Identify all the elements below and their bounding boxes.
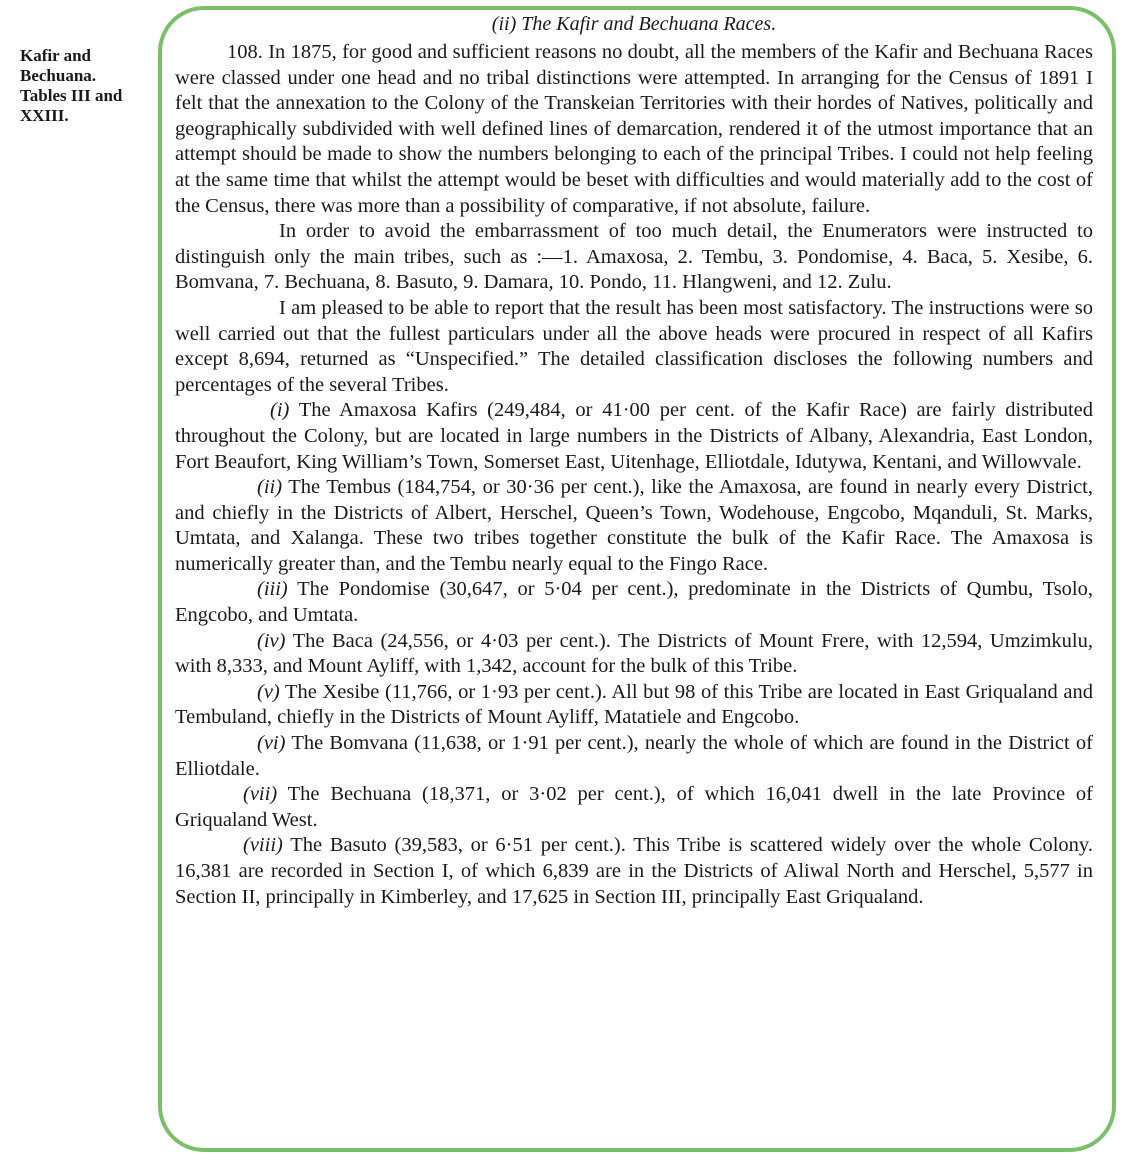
paragraph-108: 108. In 1875, for good and sufficient reasons no doubt, all the members of the Kafir and Bechuana Races were classed under one head and no tribal distinctions were attempted. In arranging for the Census of 1891 I felt that the annexation to the Colony of the Transkeian Territories with their hordes of Natives, politically and geographically subdivided with well defined lines of demarcation, rendered it of the utmost importance that an attempt should be made to show the numbers belonging to each of the principal Tribes. I could not help feeling at the same time that whilst the attempt would be beset with difficulties and would materially add to the cost of the Census, there was more than a possibility of comparative, if not absolute, failure. — [175, 41, 1093, 217]
tribe-numeral: (iii) — [257, 578, 288, 601]
document-body — [175, 10, 1093, 910]
tribe-text: The Bomvana (11,638, or 1·91 per cent.), nearly the whole of which are found in the District of Elliotdale. — [175, 732, 1094, 780]
tribe-paragraph-baca — [175, 629, 1093, 680]
tribe-numeral: (ii) — [257, 476, 283, 499]
tribe-numeral: (iv) — [257, 629, 286, 652]
paragraph-pleased: I am pleased to be able to report that the result has been most satisfactory. The instructions were so well carried out that the fullest particulars under all the above heads were procured in respect of all Kafirs except 8,694, returned as “Unspecified.” The detailed classification discloses the following numbers and percentages of the several Tribes. — [175, 296, 1093, 396]
tribe-numeral: (vi) — [257, 732, 286, 755]
margin-note — [20, 46, 160, 126]
tribe-numeral: (v) — [257, 680, 280, 703]
tribe-paragraph-bomvana — [175, 731, 1093, 782]
section-numeral: (ii) — [491, 13, 517, 35]
tribe-paragraph-basuto — [175, 833, 1093, 910]
tribe-numeral: (vii) — [243, 783, 278, 806]
tribe-paragraph-pondomise — [175, 577, 1093, 628]
tribe-numeral: (viii) — [243, 834, 283, 857]
tribe-text: The Baca (24,556, or 4·03 per cent.). The Districts of Mount Frere, with 12,594, Umzimkulu, with 8,333, and Mount Ayliff, with 1,342, account for the bulk of this Tribe. — [175, 629, 1093, 678]
tribe-paragraph-tembus — [175, 475, 1093, 577]
tribe-text: The Bechuana (18,371, or 3·02 per cent.), of which 16,041 dwell in the late Province of Griqualand West. — [175, 783, 1093, 831]
margin-note-line: Tables III and — [20, 86, 123, 105]
margin-note-line: Bechuana. — [20, 66, 97, 85]
tribe-text: The Amaxosa Kafirs (249,484, or 41·00 per cent. of the Kafir Race) are fairly distributed throughout the Colony, but are located in large numbers in the Districts of Albany, Alexandria, East London, Fort Beaufort, King William’s Town, Somerset East, Uitenhage, Elliotdale, Idutywa, Kentani, and Willowvale. — [175, 399, 1093, 473]
margin-note-line: XXIII. — [20, 106, 69, 125]
margin-note-line: Kafir and — [20, 46, 92, 65]
tribe-text: The Pondomise (30,647, or 5·04 per cent.), predominate in the Districts of Qumbu, Tsolo, Engcobo, and Umtata. — [175, 578, 1093, 627]
tribe-text: The Basuto (39,583, or 6·51 per cent.). This Tribe is scattered widely over the whole Colony. 16,381 are recorded in Section I, of which 6,839 are in the Districts of Aliwal North and Herschel, 5,577 in Section II, principally in Kimberley, and 17,625 in Section III, principally East Griqualand. — [175, 834, 1093, 908]
section-title-text: The Kafir and Bechuana Races. — [521, 13, 777, 35]
section-title — [175, 10, 1093, 38]
tribe-paragraph-xesibe — [175, 680, 1093, 731]
tribe-paragraph-amaxosa — [175, 398, 1093, 475]
tribe-numeral: (i) — [270, 399, 290, 422]
paragraph-avoid-detail: In order to avoid the embarrassment of too much detail, the Enumerators were instructed to distinguish only the main tribes, such as :—1. Amaxosa, 2. Tembu, 3. Pondomise, 4. Baca, 5. Xesibe, 6. Bomvana, 7. Bechuana, 8. Basuto, 9. Damara, 10. Pondo, 11. Hlangweni, and 12. Zulu. — [175, 220, 1093, 294]
tribe-text: The Xesibe (11,766, or 1·93 per cent.). All but 98 of this Tribe are located in East Griqualand and Tembuland, chiefly in the Districts of Mount Ayliff, Matatiele and Engcobo. — [175, 680, 1093, 729]
tribe-text: The Tembus (184,754, or 30·36 per cent.), like the Amaxosa, are found in nearly every District, and chiefly in the Districts of Albert, Herschel, Queen’s Town, Wodehouse, Engcobo, Mqanduli, St. Marks, Umtata, and Xalanga. These two tribes together constitute the bulk of the Kafir Race. The Amaxosa is numerically greater than, and the Tembu nearly equal to the Fingo Race. — [175, 476, 1093, 575]
tribe-paragraph-bechuana — [175, 782, 1093, 833]
